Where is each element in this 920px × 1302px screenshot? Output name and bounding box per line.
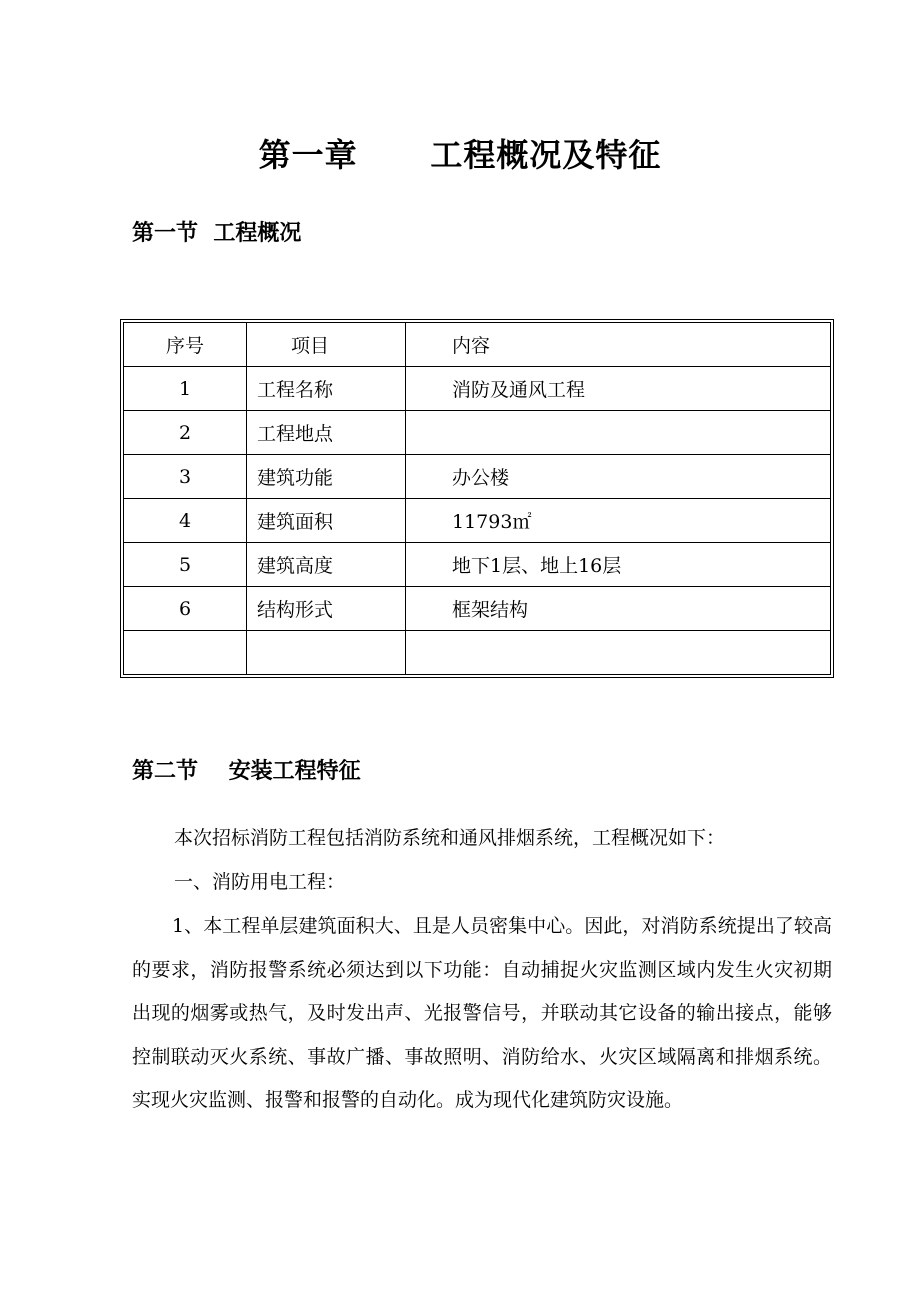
cell-item (247, 631, 406, 674)
section-title-installation: 第二节 安装工程特征 (132, 759, 361, 784)
cell-content (406, 411, 830, 455)
cell-content: 办公楼 (406, 455, 830, 499)
cell-content (406, 631, 830, 674)
cell-content: 地下1层、地上16层 (406, 543, 830, 587)
cell-content: 11793㎡ (406, 499, 830, 543)
cell-content: 框架结构 (406, 587, 830, 631)
table-header-row (124, 323, 830, 367)
cell-no: 5 (124, 543, 247, 587)
table-row (124, 543, 830, 587)
cell-no: 3 (124, 455, 247, 499)
cell-no (124, 631, 247, 674)
project-overview-table (123, 322, 831, 675)
cell-item: 结构形式 (247, 587, 406, 631)
table-row-empty (124, 631, 830, 674)
cell-no: 1 (124, 367, 247, 411)
cell-item: 建筑面积 (247, 499, 406, 543)
cell-content: 消防及通风工程 (406, 367, 830, 411)
table-row (124, 587, 830, 631)
table-row (124, 367, 830, 411)
paragraph-intro: 本次招标消防工程包括消防系统和通风排烟系统，工程概况如下： (174, 827, 726, 849)
section-title-overview: 第一节 工程概况 (132, 221, 302, 246)
table-row (124, 411, 830, 455)
cell-no: 6 (124, 587, 247, 631)
header-item: 项目 (247, 323, 406, 367)
header-content: 内容 (406, 323, 830, 367)
paragraph-body: 1、本工程单层建筑面积大、且是人员密集中心。因此，对消防系统提出了较高的要求，消防报警系统必须达到以下功能：自动捕捉火灾监测区域内发生火灾初期出现的烟雾或热气，及时发出声、光报警信号，并联动其它设备的输出接点，能够控制联动灭火系统、事故广播、事故照明、消防给水、火灾区域隔离和排烟系统。实现火灾监测、报警和报警的自动化。成为现代化建筑防灾设施。 (132, 915, 832, 1111)
cell-item: 工程地点 (247, 411, 406, 455)
table-row (124, 455, 830, 499)
paragraph-subheading: 一、消防用电工程： (174, 871, 346, 893)
cell-no: 2 (124, 411, 247, 455)
cell-item: 建筑功能 (247, 455, 406, 499)
chapter-title: 第一章 工程概况及特征 (258, 136, 662, 174)
cell-item: 建筑高度 (247, 543, 406, 587)
cell-item: 工程名称 (247, 367, 406, 411)
header-no: 序号 (124, 323, 247, 367)
cell-no: 4 (124, 499, 247, 543)
table-row (124, 499, 830, 543)
